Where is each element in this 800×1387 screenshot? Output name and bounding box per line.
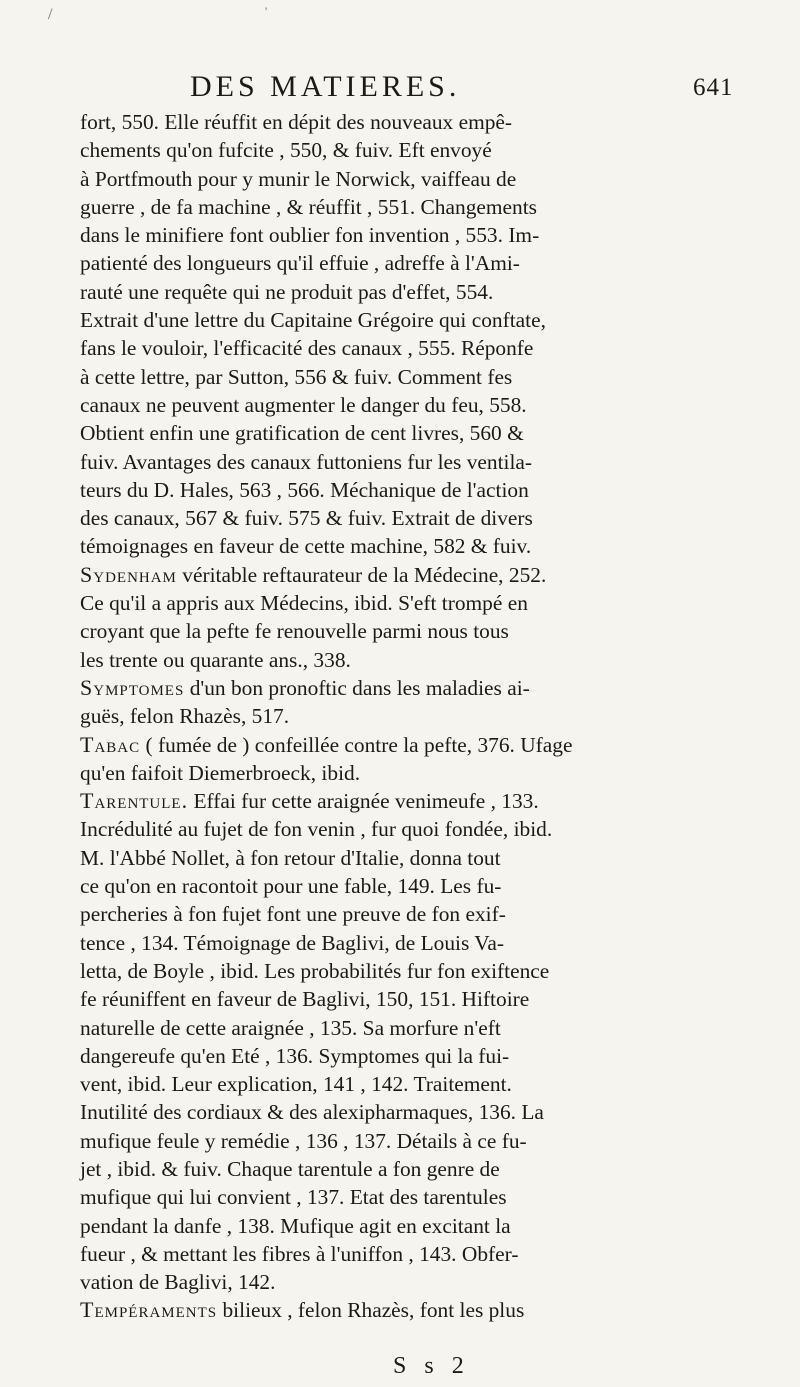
index-entry [80, 1296, 780, 1324]
entry-line-text: à cette lettre, par Sutton, 556 & fuiv. Comment fes [80, 364, 513, 389]
entry-line [80, 306, 780, 334]
entry-line-text: fueur , & mettant les fibres à l'uniffon , 143. Obfer- [80, 1241, 519, 1266]
entry-line [80, 589, 780, 617]
stray-mark-mid: ' [265, 4, 268, 18]
entry-headword: Symptomes [80, 674, 185, 700]
entry-line [80, 787, 780, 815]
entry-line [80, 504, 780, 532]
page-header [0, 70, 800, 110]
entry-line [80, 1070, 780, 1098]
entry-line-text: Extrait d'une lettre du Capitaine Grégoire qui conftate, [80, 308, 546, 333]
entry-line-text: tence , 134. Témoignage de Baglivi, de Louis Va- [80, 930, 504, 955]
entry-line [80, 674, 780, 702]
entry-line-text: bilieux , felon Rhazès, font les plus [222, 1298, 525, 1323]
entry-line [80, 872, 780, 900]
entry-line-text: Effai fur cette araignée venimeufe , 133. [193, 789, 539, 814]
index-entry [80, 731, 780, 788]
entry-line [80, 1183, 780, 1211]
entry-line-text: fort, 550. Elle réuffit en dépit des nouveaux empê- [80, 110, 513, 134]
page-number: 641 [693, 74, 734, 101]
entry-line [80, 561, 780, 589]
entry-line [80, 702, 780, 730]
entry-line-text: fe réuniffent en faveur de Baglivi, 150, 151. Hiftoire [80, 987, 530, 1012]
entry-line [80, 363, 780, 391]
entry-line [80, 957, 780, 985]
stray-mark-left: / [48, 6, 53, 23]
index-entry [80, 787, 780, 1296]
entry-line-text: letta, de Boyle , ibid. Les probabilités fur fon exiftence [80, 958, 550, 983]
entry-line [80, 646, 780, 674]
entry-line-text: rauté une requête qui ne produit pas d'effet, 554. [80, 279, 494, 304]
running-title: DES MATIERES. [190, 70, 461, 103]
index-entry [80, 108, 780, 561]
entry-line-text: M. l'Abbé Nollet, à fon retour d'Italie, donna tout [80, 845, 501, 870]
entry-line [80, 1296, 780, 1324]
entry-line [80, 1042, 780, 1070]
entry-line [80, 1240, 780, 1268]
entry-line-text: témoignages en faveur de cette machine, 582 & fuiv. [80, 534, 532, 559]
entry-line-text: guës, felon Rhazès, 517. [80, 704, 290, 729]
entry-line-text: naturelle de cette araignée , 135. Sa morfure n'eft [80, 1015, 501, 1040]
entry-line-text: croyant que la pefte fe renouvelle parmi nous tous [80, 619, 509, 644]
index-text [80, 108, 780, 1325]
entry-line [80, 193, 780, 221]
entry-line-text: ( fumée de ) confeillée contre la pefte, 376. Ufage [145, 732, 573, 757]
entry-headword: Tabac [80, 731, 141, 757]
entry-line-text: chements qu'on fufcite , 550, & fuiv. Eft envoyé [80, 138, 492, 163]
entry-line-text: patienté des longueurs qu'il effuie , adreffe à l'Ami- [80, 251, 520, 276]
entry-line-text: teurs du D. Hales, 563 , 566. Méchanique de l'action [80, 477, 529, 502]
entry-line [80, 476, 780, 504]
entry-headword: Tarentule. [80, 788, 189, 814]
entry-line-text: vent, ibid. Leur explication, 141 , 142. Traitement. [80, 1072, 512, 1097]
entry-line-text: Obtient enfin une gratification de cent livres, 560 & [80, 421, 524, 446]
entry-line-text: mufique feule y remédie , 136 , 137. Détails à ce fu- [80, 1128, 527, 1153]
entry-line-text: véritable reftaurateur de la Médecine, 252. [182, 562, 547, 587]
entry-line [80, 844, 780, 872]
entry-line-text: mufique qui lui convient , 137. Etat des tarentules [80, 1185, 507, 1210]
entry-line [80, 1268, 780, 1296]
entry-line-text: percheries à fon fujet font une preuve de fon exif- [80, 902, 506, 927]
entry-line [80, 1098, 780, 1126]
entry-line [80, 1212, 780, 1240]
entry-line [80, 165, 780, 193]
entry-line [80, 391, 780, 419]
signature-mark: S s 2 [393, 1353, 470, 1379]
entry-line-text: Incrédulité au fujet de fon venin , fur quoi fondée, ibid. [80, 817, 553, 842]
entry-line [80, 249, 780, 277]
index-entry [80, 561, 780, 674]
entry-line-text: dangereufe qu'en Eté , 136. Symptomes qui la fui- [80, 1043, 510, 1068]
entry-line [80, 108, 780, 136]
index-entry [80, 674, 780, 731]
entry-line-text: fuiv. Avantages des canaux futtoniens fur les ventila- [80, 449, 533, 474]
entry-line [80, 929, 780, 957]
entry-line [80, 759, 780, 787]
entry-line-text: fans le vouloir, l'efficacité des canaux , 555. Réponfe [80, 336, 534, 361]
entry-line [80, 448, 780, 476]
entry-line [80, 985, 780, 1013]
entry-line-text: pendant la danfe , 138. Mufique agit en excitant la [80, 1213, 511, 1238]
entry-line-text: les trente ou quarante ans., 338. [80, 647, 351, 672]
entry-line-text: ce qu'on en racontoit pour une fable, 149. Les fu- [80, 874, 502, 899]
entry-headword: Tempéraments [80, 1297, 218, 1323]
entry-line-text: guerre , de fa machine , & réuffit , 551. Changements [80, 194, 537, 219]
entry-line [80, 419, 780, 447]
entry-line [80, 900, 780, 928]
entry-line-text: vation de Baglivi, 142. [80, 1270, 276, 1295]
entry-line [80, 136, 780, 164]
entry-line-text: jet , ibid. & fuiv. Chaque tarentule a fon genre de [80, 1156, 500, 1181]
entry-line [80, 815, 780, 843]
entry-line-text: des canaux, 567 & fuiv. 575 & fuiv. Extrait de divers [80, 506, 533, 531]
entry-line [80, 1155, 780, 1183]
entry-line [80, 617, 780, 645]
entry-line-text: canaux ne peuvent augmenter le danger du feu, 558. [80, 392, 527, 417]
entry-line-text: d'un bon pronoftic dans les maladies ai- [189, 675, 530, 700]
entry-line [80, 1127, 780, 1155]
entry-line-text: à Portfmouth pour y munir le Norwick, vaiffeau de [80, 166, 517, 191]
entry-line [80, 532, 780, 560]
entry-line-text: Inutilité des cordiaux & des alexipharmaques, 136. La [80, 1100, 544, 1125]
entry-line-text: Ce qu'il a appris aux Médecins, ibid. S'eft trompé en [80, 591, 528, 616]
entry-headword: Sydenham [80, 561, 177, 587]
entry-line [80, 334, 780, 362]
entry-line-text: dans le minifiere font oublier fon invention , 553. Im- [80, 223, 540, 248]
entry-line-text: qu'en faifoit Diemerbroeck, ibid. [80, 760, 361, 785]
entry-line [80, 221, 780, 249]
entry-line [80, 278, 780, 306]
entry-line [80, 731, 780, 759]
entry-line [80, 1014, 780, 1042]
